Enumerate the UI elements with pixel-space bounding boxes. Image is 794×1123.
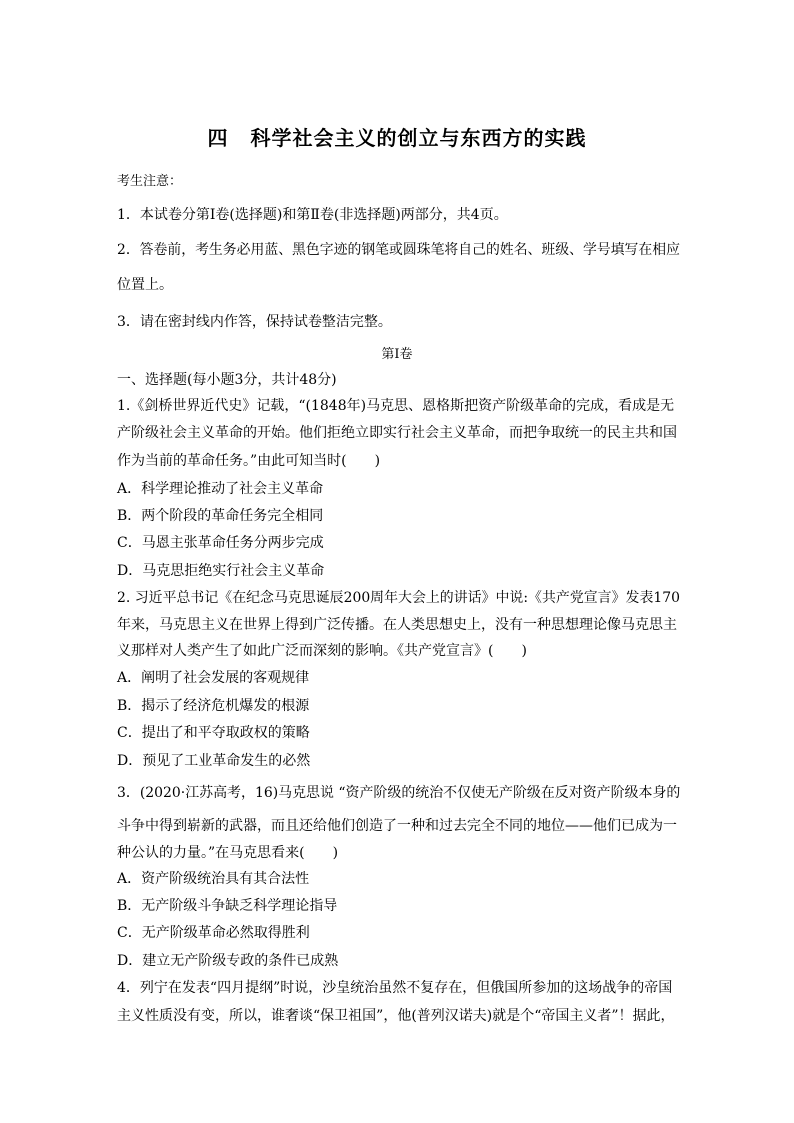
notice-item-2: 2．答卷前，考生务必用蓝、黑色字迹的钢笔或圆珠笔将自己的姓名、班级、学号填写在相应 <box>117 242 680 258</box>
title-number: 四 <box>207 126 229 150</box>
question-3-stem-line: 种公认的力量。”在马克思看来( ) <box>117 845 339 861</box>
question-1-stem-line: 产阶级社会主义革命的开始。他们拒绝立即实行社会主义革命，而把争取统一的民主共和国 <box>117 425 677 441</box>
notice-item-2-cont: 位置上。 <box>117 277 173 293</box>
question-1-option-d: D．马克思拒绝实行社会主义革命 <box>117 563 325 579</box>
question-2-option-c: C．提出了和平夺取政权的策略 <box>117 725 310 741</box>
question-2-option-a: A．阐明了社会发展的客观规律 <box>117 670 310 686</box>
question-3-option-d: D．建立无产阶级专政的条件已成熟 <box>117 953 339 969</box>
question-2-stem-line: 年来，马克思主义在世界上得到广泛传播。在人类思想史上，没有一种思想理论像马克思主 <box>117 617 677 633</box>
question-1-option-b: B．两个阶段的革命任务完全相同 <box>117 508 324 524</box>
question-4-stem-line: 主义性质没有变，所以，谁奢谈“保卫祖国”，他(普列汉诺夫)就是个“帝国主义者”！据此， <box>117 1008 675 1024</box>
question-2-stem-line: 义那样对人类产生了如此广泛而深刻的影响。《共产党宣言》( ) <box>117 643 527 659</box>
question-2-option-d: D．预见了工业革命发生的必然 <box>117 753 311 769</box>
notice-item-3: 3．请在密封线内作答，保持试卷整洁完整。 <box>117 314 392 330</box>
question-3-option-c: C．无产阶级革命必然取得胜利 <box>117 925 310 941</box>
question-1-stem-line: 1.《剑桥世界近代史》记载，“(1848年)马克思、恩格斯把资产阶级革命的完成，看成是无 <box>117 398 675 414</box>
question-1-stem-line: 作为当前的革命任务。”由此可知当时( ) <box>117 453 381 469</box>
question-2-stem-line: 2. 习近平总书记《在纪念马克思诞辰200周年大会上的讲话》中说:《共产党宣言》发表170 <box>117 590 680 606</box>
notice-item-1: 1．本试卷分第Ⅰ卷(选择题)和第Ⅱ卷(非选择题)两部分，共4页。 <box>117 207 508 223</box>
notice-heading: 考生注意： <box>117 174 183 189</box>
question-1-option-c: C．马恩主张革命任务分两步完成 <box>117 535 324 551</box>
question-2-option-b: B．揭示了经济危机爆发的根源 <box>117 698 310 714</box>
question-3-option-b: B．无产阶级斗争缺乏科学理论指导 <box>117 898 338 914</box>
page-title <box>0 122 794 151</box>
section-heading: 一、选择题(每小题3分，共计48分) <box>117 372 337 388</box>
part-label: 第Ⅰ卷 <box>381 347 413 362</box>
question-3-stem-line: 斗争中得到崭新的武器，而且还给他们创造了一种和过去完全不同的地位——他们已成为一 <box>117 818 677 834</box>
question-1-option-a: A．科学理论推动了社会主义革命 <box>117 481 324 497</box>
title-text: 科学社会主义的创立与东西方的实践 <box>250 126 587 150</box>
question-3-option-a: A．资产阶级统治具有其合法性 <box>117 871 310 887</box>
question-3-stem-line: 3．(2020·江苏高考，16)马克思说 “资产阶级的统治不仅使无产阶级在反对资产阶级本身的 <box>117 785 681 801</box>
question-4-stem-line: 4．列宁在发表“四月提纲”时说，沙皇统治虽然不复存在，但俄国所参加的这场战争的帝国 <box>117 980 673 996</box>
